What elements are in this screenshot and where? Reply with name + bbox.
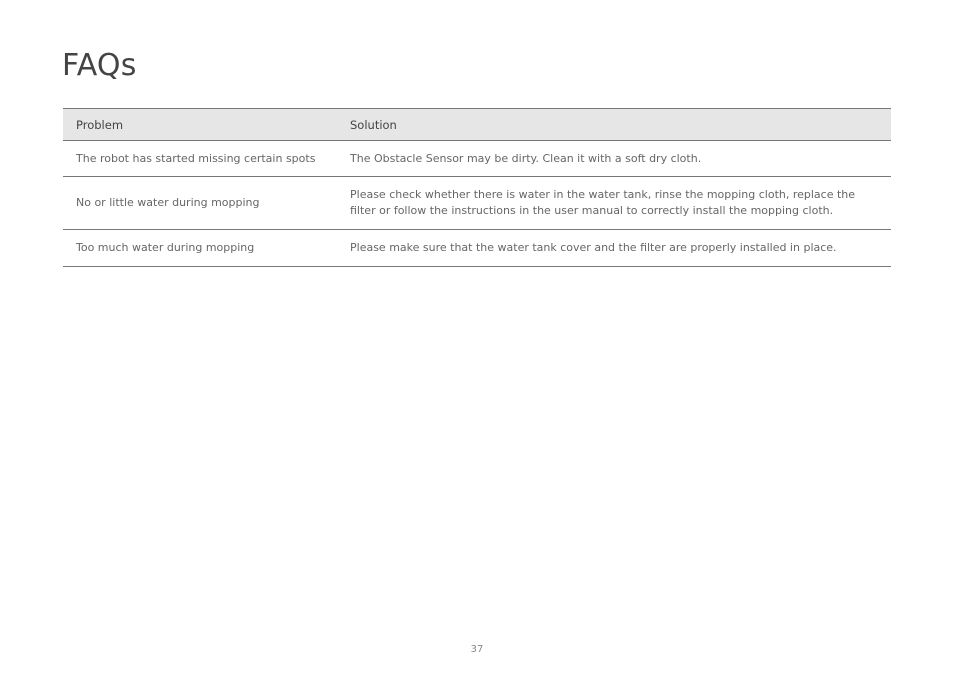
problem-cell: Too much water during mopping — [63, 230, 337, 267]
table-row — [63, 177, 891, 230]
solution-cell: Please check whether there is water in the water tank, rinse the mopping cloth, replace the filter or follow the instructions in the user manual to correctly install the mopping cloth. — [337, 177, 891, 230]
solution-cell: The Obstacle Sensor may be dirty. Clean it with a soft dry cloth. — [337, 141, 891, 177]
column-header-solution: Solution — [337, 109, 891, 141]
table-body — [63, 141, 891, 267]
page-number: 37 — [470, 644, 484, 655]
table-row — [63, 141, 891, 177]
column-header-problem: Problem — [63, 109, 337, 141]
page-title: FAQs — [62, 48, 137, 83]
header-row — [63, 109, 891, 141]
problem-cell: No or little water during mopping — [63, 177, 337, 230]
faq-table — [63, 108, 891, 267]
problem-cell: The robot has started missing certain spots — [63, 141, 337, 177]
solution-cell: Please make sure that the water tank cover and the filter are properly installed in place. — [337, 230, 891, 267]
table-row — [63, 230, 891, 267]
table-header — [63, 109, 891, 141]
